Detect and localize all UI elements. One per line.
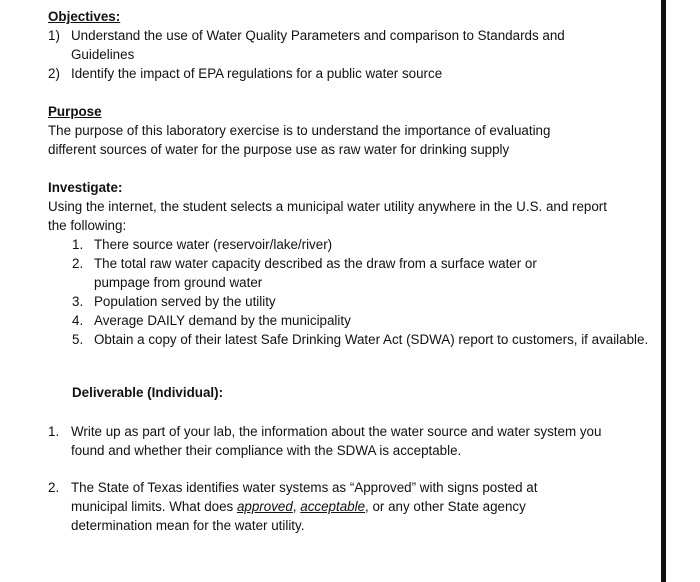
investigate-item <box>72 254 584 292</box>
emphasis-approved: approved <box>236 499 293 514</box>
objectives-heading: Objectives: <box>48 9 121 24</box>
investigate-item <box>72 292 632 311</box>
item-text: The total raw water capacity described as the draw from a surface water or pumpage from ground water <box>94 256 537 290</box>
investigate-item <box>72 235 574 254</box>
item-text: Population served by the utility <box>94 294 276 309</box>
item-number: 4. <box>72 313 84 328</box>
objective-number: 2) <box>48 66 60 81</box>
purpose-heading: Purpose <box>48 104 102 119</box>
investigate-item <box>72 311 632 330</box>
item-number: 3. <box>72 294 84 309</box>
objective-item <box>48 64 648 83</box>
deliverable-text: Write up as part of your lab, the information about the water source and water system you found and whether their compliance with the SDWA is acceptable. <box>71 424 602 458</box>
item-text: There source water (reservoir/lake/river) <box>94 237 333 252</box>
deliverable-text-part: The State of Texas identifies water systems as “Approved” with signs posted at municipal limits. What does <box>71 480 538 514</box>
investigate-section <box>48 178 618 235</box>
objective-text: Understand the use of Water Quality Parameters and comparison to Standards and Guidelines <box>71 28 565 62</box>
item-number: 5. <box>72 332 84 347</box>
deliverable-text-part: , or any other State agency determination mean for the water utility. <box>71 499 526 533</box>
deliverable-text-part: , <box>292 499 301 514</box>
investigate-intro: Using the internet, the student selects a municipal water utility anywhere in the U.S. and report the following: <box>48 199 607 233</box>
deliverable-item <box>48 478 578 535</box>
deliverable-number: 1. <box>48 424 60 439</box>
deliverable-text <box>71 480 537 533</box>
item-number: 1. <box>72 237 84 252</box>
deliverable-number: 2. <box>48 480 60 495</box>
purpose-section <box>48 102 593 159</box>
objectives-section <box>48 7 648 83</box>
item-text: Obtain a copy of their latest Safe Drinking Water Act (SDWA) report to customers, if available. <box>94 332 649 347</box>
objective-item <box>48 26 631 64</box>
purpose-text: The purpose of this laboratory exercise is to understand the importance of evaluating different sources of water for the purpose use as raw water for drinking supply <box>48 123 551 157</box>
deliverable-item <box>48 422 623 460</box>
investigate-list <box>72 235 649 349</box>
page-edge-rule <box>661 0 666 582</box>
emphasis-acceptable: acceptable <box>300 499 366 514</box>
objective-number: 1) <box>48 28 60 43</box>
investigate-item <box>72 330 649 349</box>
deliverable-heading: Deliverable (Individual): <box>72 385 224 400</box>
item-text: Average DAILY demand by the municipality <box>94 313 351 328</box>
item-number: 2. <box>72 256 84 271</box>
objective-text: Identify the impact of EPA regulations for a public water source <box>71 66 443 81</box>
investigate-heading: Investigate: <box>48 180 123 195</box>
